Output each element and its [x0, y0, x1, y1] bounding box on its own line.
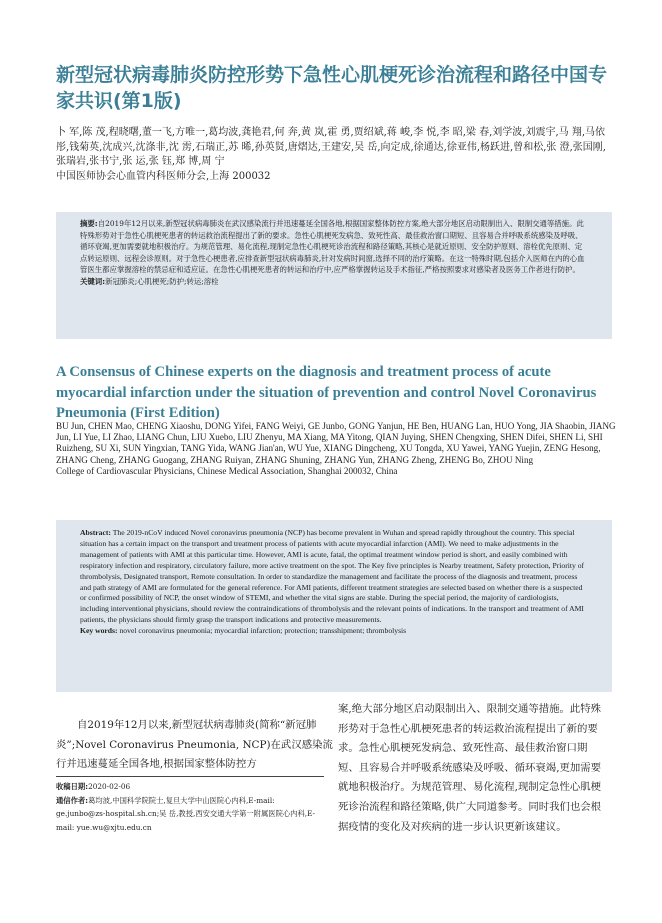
english-title: A Consensus of Chinese experts on the diagnosis and treatment process of acute myocardial infarction under the situation of prevention and control Novel Coronavirus Pneumonia (First Edition)	[56, 364, 597, 421]
body-paragraph-left	[56, 716, 336, 775]
chinese-abstract	[80, 218, 589, 276]
english-keywords-label: Key words:	[80, 626, 118, 636]
chinese-keywords	[80, 276, 589, 288]
footnote	[56, 780, 326, 834]
chinese-keywords-text: 新冠肺炎;心肌梗死;防护;转运;溶栓	[105, 276, 219, 286]
footnote-divider	[56, 776, 324, 777]
english-abstract-text: The 2019-nCoV induced Novel coronavirus pneumonia (NCP) has become prevalent in Wuhan and spread rapidly throughout the country. This special situation has a certain impact on the transport and treatment process of patients with acute myocardial infarction (AMI). We need to make adjustments in the management of patients with AMI at this particular time. However, AMI is acute, fatal, the optimal treatment window period is short, and easily combined with respiratory infection and respiratory, circulatory failure, more active treatment on the spot. The Key five principles is Nearby treatment, Safety protection, Priority of thrombolysis, Designated transport, Remote consultation. In order to standardize the management and facilitate the process of the diagnosis and treatment, process and path strategy of AMI are formulated for the general reference. For AMI patients, different treatment strategies are selected based on whether there is a suspected or confirmed possibility of NCP, the onset window of STEMI, and whether the vital signs are stable. During the special period, the majority of cardiologists, including interventional physicians, should review the contraindications of thrombolysis and the relevant points of indications. In the transport and treatment of AMI patients, the physicians should firmly grasp the transport indications and protective measurements.	[80, 528, 585, 625]
correspondence-line	[56, 794, 326, 835]
chinese-authors: 卜 军,陈 茂,程晓曙,董一飞,方唯一,葛均波,龚艳君,何 奔,黄 岚,霍 勇,贾绍斌,蒋 峻,李 悦,李 昭,梁 春,刘学波,刘震宇,马 翔,马依彤,钱菊英,沈成兴,沈涤非,沈 雳,石瑞正,苏 晞,孙英贤,唐熠达,王建安,吴 岳,向定成,徐通达,徐亚伟,杨跃进,曾和松,张 澄,张国刚,张瑞岩,张书宁,张 运,张 钰,郑 博,周 宁	[56, 127, 606, 168]
chinese-authors-block	[56, 126, 612, 184]
chinese-keywords-label: 关键词:	[80, 276, 106, 286]
body-left-text: 自2019年12月以来,新型冠状病毒肺炎(简称“新冠肺炎”;Novel Coronavirus Pneumonia, NCP)在武汉感染流行并迅速蔓延全国各地,根据国家整体防控方	[56, 719, 333, 771]
correspondence-text: 葛均波,中国科学院院士,复旦大学中山医院心内科,E-mail: ge.junbo@zs-hospital.sh.cn;吴 岳,教授,西安交通大学第一附属医院心内科,E-mail: yue.wu@xjtu.edu.cn	[56, 795, 316, 832]
received-line	[56, 780, 326, 794]
english-abstract-label: Abstract:	[80, 528, 111, 537]
chinese-affiliation: 中国医师协会心血管内科医师分会,上海 200032	[56, 170, 271, 182]
received-date: 2020-02-06	[88, 782, 131, 791]
body-paragraph-right: 案,绝大部分地区启动限制出入、限制交通等措施。此特殊形势对于急性心肌梗死患者的转运救治流程提出了新的要求。急性心肌梗死发病急、致死性高、最佳救治窗口期短、且容易合并呼吸系统感染及呼吸、循环衰竭,更加需要就地积极治疗。为规范管理、易化流程,现制定急性心肌梗死诊治流程和路径策略,供广大同道参考。同时我们也会根据疫情的变化及对疾病的进一步认识更新该建议。	[338, 703, 602, 833]
english-keywords-text: novel coronavirus pneumonia; myocardial infarction; protection; transshipment; thrombolysis	[119, 626, 407, 636]
chinese-abstract-text: 自2019年12月以来,新型冠状病毒肺炎在武汉感染流行并迅速蔓延全国各地,根据国家整体防控方案,绝大部分地区启动限制出入、限制交通等措施。此特殊形势对于急性心肌梗死患者的转运救治流程提出了新的要求。急性心肌梗死发病急、致死性高、最佳救治窗口期短、且容易合并呼吸系统感染及呼吸、循环衰竭,更加需要就地积极治疗。为规范管理、易化流程,现制定急性心肌梗死诊治流程和路径策略,其核心是就近原则、安全防护原则、溶栓优先原则、定点转运原则、远程会诊原则。对于急性心梗患者,应排查新型冠状病毒肺炎,针对发病时间窗,选择不同的治疗策略。在这一特殊时期,包括介入医师在内的心血管医生都应掌握溶栓的禁忌症和适应证。在急性心肌梗死患者的转运和治疗中,应严格掌握转运及手术指征,严格按照要求对感染者及医务工作者进行防护。	[80, 219, 585, 274]
chinese-abstract-box	[56, 212, 612, 339]
english-abstract	[80, 528, 586, 626]
english-keywords	[80, 626, 586, 637]
chinese-abstract-label: 摘要:	[80, 219, 98, 228]
english-affiliation: College of Cardiovascular Physicians, Chinese Medical Association, Shanghai 200032, China	[56, 465, 398, 476]
received-label: 收稿日期:	[56, 782, 89, 791]
english-abstract-box	[56, 520, 612, 692]
chinese-title: 新型冠状病毒肺炎防控形势下急性心肌梗死诊治流程和路径中国专家共识(第1版)	[56, 64, 608, 112]
english-authors: BU Jun, CHEN Mao, CHENG Xiaoshu, DONG Yifei, FANG Weiyi, GE Junbo, GONG Yanjun, HE Ben, HUANG Lan, HUO Yong, JIA Shaobin, JIANG Jun, LI Yue, LI Zhao, LIANG Chun, LIU Xuebo, LIU Zhenyu, MA Xiang, MA Yitong, QIAN Juying, SHEN Chengxing, SHEN Difei, SHEN Li, SHI Ruizheng, SU Xi, SUN Yingxian, TANG Yida, WANG Jian'an, WU Yue, XIANG Dingcheng, XU Tongda, XU Yawei, YANG Yuejin, ZENG Hesong, ZHANG Cheng, ZHANG Guogang, ZHANG Ruiyan, ZHANG Shuning, ZHANG Yun, ZHANG Zheng, ZHENG Bo, ZHOU Ning	[56, 421, 616, 465]
english-authors-block	[56, 421, 618, 477]
correspondence-label: 通信作者:	[56, 795, 89, 805]
